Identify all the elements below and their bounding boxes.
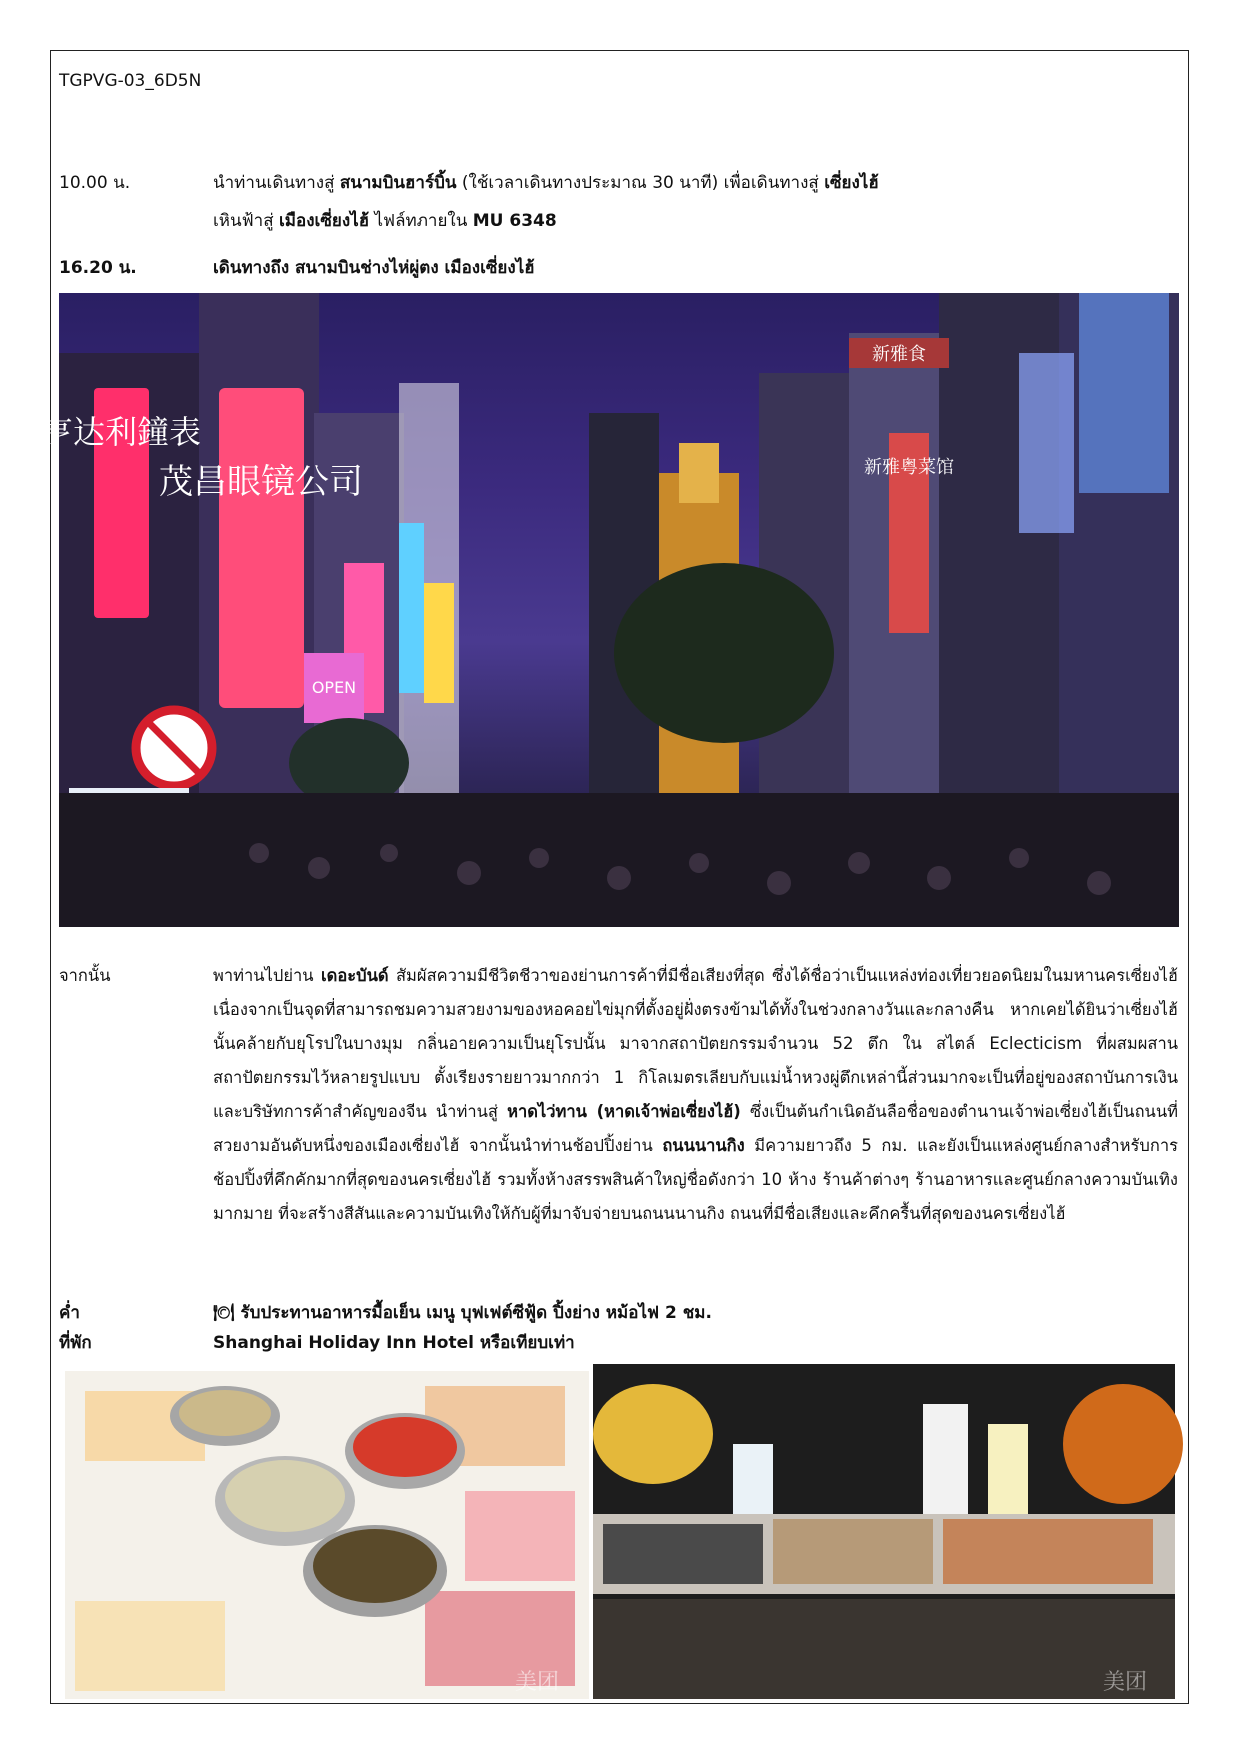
bold-span: ถนนนานกิง [662, 1136, 745, 1155]
schedule-line [213, 169, 1180, 197]
text-span: (ใช้เวลาเดินทางประมาณ 30 นาที) เพื่อเดินทางสู่ [456, 173, 825, 193]
street-illustration [40, 293, 1179, 927]
text-span: พาท่านไปย่าน [213, 966, 321, 985]
schedule-text [213, 169, 1180, 235]
neon-sign-text: 新雅粤菜馆 [864, 457, 954, 478]
bold-span: เมืองเซี่ยงไฮ้ [279, 211, 370, 231]
dinner-label: ค่ำ [59, 1303, 80, 1323]
time-label: 16.20 น. [59, 258, 137, 278]
bold-span: MU 6348 [472, 211, 557, 231]
bold-span: เซี่ยงไฮ้ [824, 173, 879, 193]
text-span: ซึ่งเป็นต้นกำเนิดอันลือชื่อของตำนานเจ้าพ่อเซี่ยงไฮ้เป็นถนนที่สวยงามอันดับหนึ่งของเมืองเซี่ยงไฮ้ จากนั้นนำท่านช้อปปิ้งย่าน [213, 1102, 1178, 1155]
hotel-text: Shanghai Holiday Inn Hotel หรือเทียบเท่า [213, 1333, 575, 1353]
afterwards-paragraph [213, 959, 1178, 1231]
plate-icon: 🍽 [213, 1303, 235, 1323]
watermark-text: 美团 [515, 1670, 560, 1695]
hotpot-photo [65, 1371, 589, 1699]
bold-span: สนามบินฮาร์บิ้น [339, 173, 457, 193]
dinner-text [213, 1299, 1180, 1327]
time-label: 10.00 น. [59, 173, 131, 193]
text-span: นำท่านเดินทางสู่ [213, 173, 340, 193]
tour-code: TGPVG-03_6D5N [59, 71, 202, 91]
watermark-text: 美团 [1103, 1670, 1148, 1695]
text-span: เหินฟ้าสู่ [213, 211, 279, 231]
hotel-label: ที่พัก [59, 1333, 92, 1353]
neon-sign-text: 亨达利鐘表 [40, 413, 202, 451]
text-span: สัมผัสความมีชีวิตชีวาของย่านการค้าที่มีชื่อเสียงที่สุด ซึ่งได้ชื่อว่าเป็นแหล่งท่องเที่ยวยอดนิยมในมหานครเซี่ยงไฮ้เนื่องจากเป็นจุดที่สามารถชมความสวยงามของหอคอยไข่มุกที่ตั้งอยู่ฝั่งตรงข้ามได้ทั้งในช่วงกลางวันและกลางคืน หากเคยได้ยินว่าเซี่ยงไฮ้นั้นคล้ายกับยุโรปในบางมุม กลิ่นอายความเป็นยุโรปนั้น มาจากสถาปัตยกรรมจำนวน 52 ตึก ใน สไตล์ Eclecticism ที่ผสมผสานสถาปัตยกรรมไว้หลายรูปแบบ ตั้งเรียงรายยาวมากกว่า 1 กิโลเมตรเลียบกับแม่น้ำหวงผู่ตึกเหล่านี้ส่วนมากจะเป็นที่อยู่ของสถาบันการเงิน และบริษัทการค้าสำคัญของจีน นำท่านสู่ [213, 966, 1178, 1121]
afterwards-label: จากนั้น [59, 966, 111, 985]
page-frame [40, 50, 1189, 1704]
hotpot-illustration [65, 1371, 589, 1699]
nanjing-road-photo [40, 293, 1179, 927]
text-span: มีความยาวถึง 5 กม. และยังเป็นแหล่งศูนย์กลางสำหรับการช้อปปิ้งที่คึกคักมากที่สุดของนครเซี่ยงไฮ้ รวมทั้งห้างสรรพสินค้าใหญ่ชื่อดังกว่า 10 ห้าง ร้านค้าต่างๆ ร้านอาหารและศูนย์กลางความบันเทิงมากมาย ที่จะสร้างสีสันและความบันเทิงให้กับผู้ที่มาจับจ่ายบนถนนนานกิง ถนนที่มีชื่อเสียงและคึกครื้นที่สุดของนครเซี่ยงไฮ้ [213, 1136, 1178, 1223]
text-span: รับประทานอาหารมื้อเย็น เมนู บุฟเฟต์ซีฟู้ด ปิ้งย่าง หม้อไฟ 2 ชม. [240, 1303, 712, 1323]
neon-sign-text: 茂昌眼镜公司 [159, 462, 363, 502]
seafood-illustration [593, 1364, 1175, 1699]
schedule-line [213, 207, 1180, 235]
schedule-text: เดินทางถึง สนามบินช่างไห่ผู่ตง เมืองเซี่ยงไฮ้ [213, 258, 535, 278]
seafood-buffet-photo [593, 1364, 1175, 1699]
text-span: ไฟล์ทภายใน [369, 211, 473, 231]
neon-sign-text: OPEN [311, 678, 357, 697]
bold-span: เดอะบันด์ [320, 966, 389, 985]
neon-sign-text: 新雅食 [872, 344, 926, 365]
bold-span: หาดไว่ทาน (หาดเจ้าพ่อเซี่ยงไฮ้) [507, 1102, 741, 1121]
